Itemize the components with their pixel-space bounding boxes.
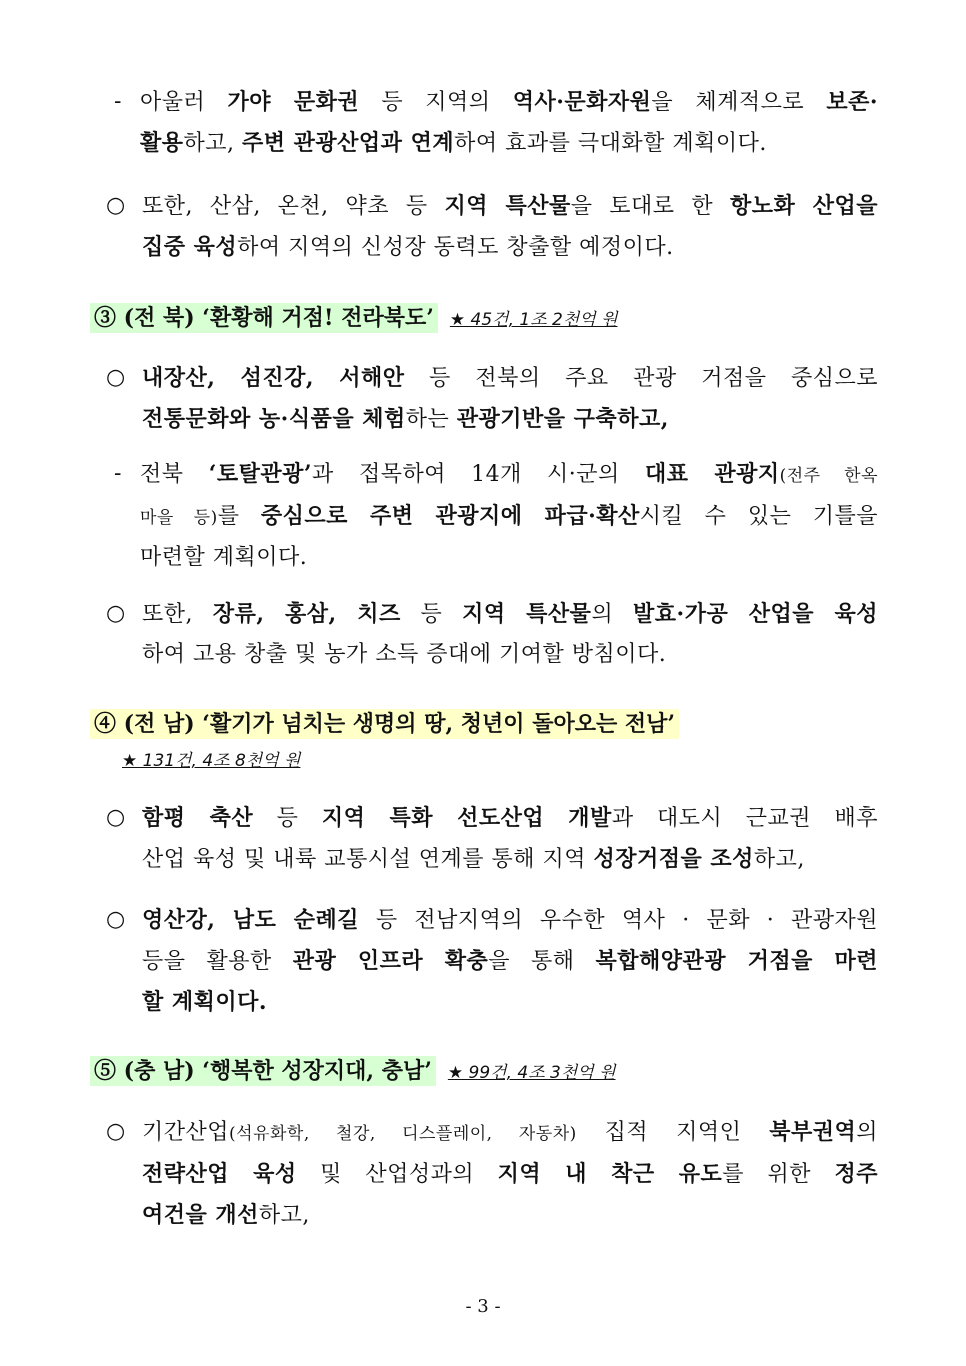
bold-text-run: 주변 관광산업과 연계 (242, 130, 455, 156)
text-line (140, 538, 878, 578)
text-run: 마련할 계획이다. (140, 545, 308, 570)
bold-text-run: 내장산, 섬진강, 서해안 (142, 365, 405, 391)
text-run: 등 지역의 (359, 90, 513, 115)
text-run: 하고, (183, 131, 243, 156)
paragraph-antiaging (106, 186, 878, 268)
bold-text-run: 장류, 홍삼, 치즈 (212, 601, 401, 627)
page-number: - 3 - (465, 1296, 501, 1317)
text-run: 시킬 수 있는 기틀을 (639, 504, 878, 529)
text-run: (전주 한옥 (779, 466, 879, 486)
circle-bullet: ○ (106, 193, 126, 218)
text-run: 하여 지역의 신성장 동력도 창출할 예정이다. (237, 235, 674, 260)
bold-text-run: 가야 문화권 (227, 89, 360, 115)
text-run: 하고, (258, 1203, 310, 1228)
bold-text-run: 전략산업 육성 (142, 1161, 297, 1187)
text-run: 의 (591, 602, 634, 627)
text-line (142, 798, 878, 839)
section-heading-chungnam (90, 1054, 616, 1090)
text-run: 을 체계적으로 (651, 90, 827, 115)
text-run: 를 위한 (722, 1162, 835, 1187)
text-line (142, 1195, 878, 1236)
text-run: 하고, (753, 847, 805, 872)
text-run: 하여 효과를 극대화할 계획이다. (454, 131, 767, 156)
text-line (142, 941, 878, 982)
circle-bullet: ○ (106, 1119, 126, 1144)
circle-bullet: ○ (106, 805, 126, 830)
paragraph-total-tourism (114, 454, 878, 578)
text-run: 아울러 (140, 90, 228, 115)
paragraph-fermentation (106, 594, 878, 675)
bold-text-run: 보존· (826, 89, 879, 115)
text-run: 기간산업 (142, 1120, 230, 1145)
text-line (140, 123, 878, 164)
text-line (142, 227, 878, 268)
text-run: 등 (400, 602, 463, 627)
budget-note: ★ 131건, 4조 8천억 원 (122, 751, 301, 771)
text-line (142, 1154, 878, 1195)
text-line (142, 635, 878, 675)
bold-text-run: 영산강, 남도 순례길 (142, 907, 360, 933)
bold-text-run: 발효·가공 산업을 육성 (633, 601, 878, 627)
text-run: (석유화학, 철강, 디스플레이, 자동차) (229, 1124, 577, 1144)
bold-text-run: 집중 육성 (142, 234, 238, 260)
circle-bullet: ○ (106, 601, 126, 626)
text-run: 산업 육성 및 내륙 교통시설 연계를 통해 지역 (142, 847, 594, 872)
bold-text-run: 관광기반을 구축하고, (456, 406, 669, 432)
bold-text-run: 전통문화와 농·식품을 체험 (142, 406, 406, 432)
bold-text-run: 함평 축산 (142, 805, 254, 831)
bold-text-run: 성장거점을 조성 (593, 846, 754, 872)
paragraph-marine-tourism (106, 900, 878, 1023)
text-line (142, 900, 878, 941)
paragraph-jeonbuk-tourism (106, 358, 878, 440)
text-run: 및 산업성과의 (296, 1162, 498, 1187)
bold-text-run: 항노화 산업을 (729, 193, 878, 219)
text-line (142, 358, 878, 399)
heading-label: ⑤ (충 남) ‘행복한 성장지대, 충남’ (90, 1056, 436, 1086)
bold-text-run: 복합해양관광 거점을 마련 (595, 948, 878, 974)
text-run: 을 토대로 한 (570, 194, 730, 219)
bold-text-run: 활용 (140, 130, 184, 156)
text-run: 등 (253, 806, 322, 831)
section-heading-jeonbuk (90, 301, 618, 337)
bold-text-run: 역사·문화자원 (512, 89, 652, 115)
bold-text-run: ‘토탈관광’ (208, 461, 313, 487)
bold-text-run: 관광 인프라 확충 (292, 948, 489, 974)
bold-text-run: 지역 특화 선도산업 개발 (321, 805, 612, 831)
bold-text-run: 지역 내 착근 유도 (497, 1161, 723, 1187)
dash-marker: - (114, 461, 122, 486)
text-line (142, 399, 878, 440)
section-heading-jeonnam (90, 707, 679, 741)
bold-text-run: 지역 특산물 (462, 601, 592, 627)
budget-note-jeonnam (122, 746, 300, 776)
circle-bullet: ○ (106, 365, 126, 390)
paragraph-chungnam-industry (106, 1112, 878, 1236)
text-line (140, 496, 878, 538)
text-run: 등 전남지역의 우수한 역사 · 문화 · 관광자원 (359, 908, 879, 933)
text-run: 전북 (140, 462, 209, 487)
text-line (142, 839, 878, 880)
heading-label: ④ (전 남) ‘활기가 넘치는 생명의 땅, 청년이 돌아오는 전남’ (90, 709, 679, 739)
budget-note: ★ 99건, 4조 3천억 원 (447, 1063, 616, 1083)
text-run: 또한, (142, 602, 213, 627)
text-line (142, 982, 878, 1023)
text-run: 또한, 산삼, 온천, 약초 등 (142, 194, 445, 219)
paragraph-heritage (114, 82, 878, 164)
bold-text-run: 대표 관광지 (644, 461, 780, 487)
text-run: 등 전북의 주요 관광 거점을 중심으로 (404, 366, 878, 391)
paragraph-hampyeong (106, 798, 878, 880)
circle-bullet: ○ (106, 907, 126, 932)
heading-label: ③ (전 북) ‘환황해 거점! 전라북도’ (90, 303, 438, 333)
text-run: 마을 등) (140, 508, 218, 528)
text-line (142, 1112, 878, 1154)
bold-text-run: 여건을 개선 (142, 1202, 259, 1228)
text-run: 을 통해 (488, 949, 596, 974)
text-line (140, 454, 878, 496)
bold-text-run: 중심으로 주변 관광지에 파급·확산 (260, 503, 640, 529)
text-run: 등을 활용한 (142, 949, 293, 974)
text-line (140, 82, 878, 123)
text-run: 과 접목하여 14개 시·군의 (312, 462, 645, 487)
dash-marker: - (114, 89, 122, 114)
text-run: 를 (217, 504, 261, 529)
text-run: 집적 지역인 (576, 1120, 770, 1145)
bold-text-run: 할 계획이다. (142, 989, 268, 1015)
bold-text-run: 지역 특산물 (444, 193, 571, 219)
text-line (142, 594, 878, 635)
text-run: 하여 고용 창출 및 농가 소득 증대에 기여할 방침이다. (142, 642, 667, 667)
text-run: 의 (856, 1120, 878, 1145)
text-line (142, 186, 878, 227)
bold-text-run: 북부권역 (769, 1119, 857, 1145)
text-run: 하는 (405, 407, 457, 432)
text-run: 과 대도시 근교권 배후 (611, 806, 879, 831)
bold-text-run: 정주 (834, 1161, 878, 1187)
budget-note: ★ 45건, 1조 2천억 원 (449, 310, 618, 330)
